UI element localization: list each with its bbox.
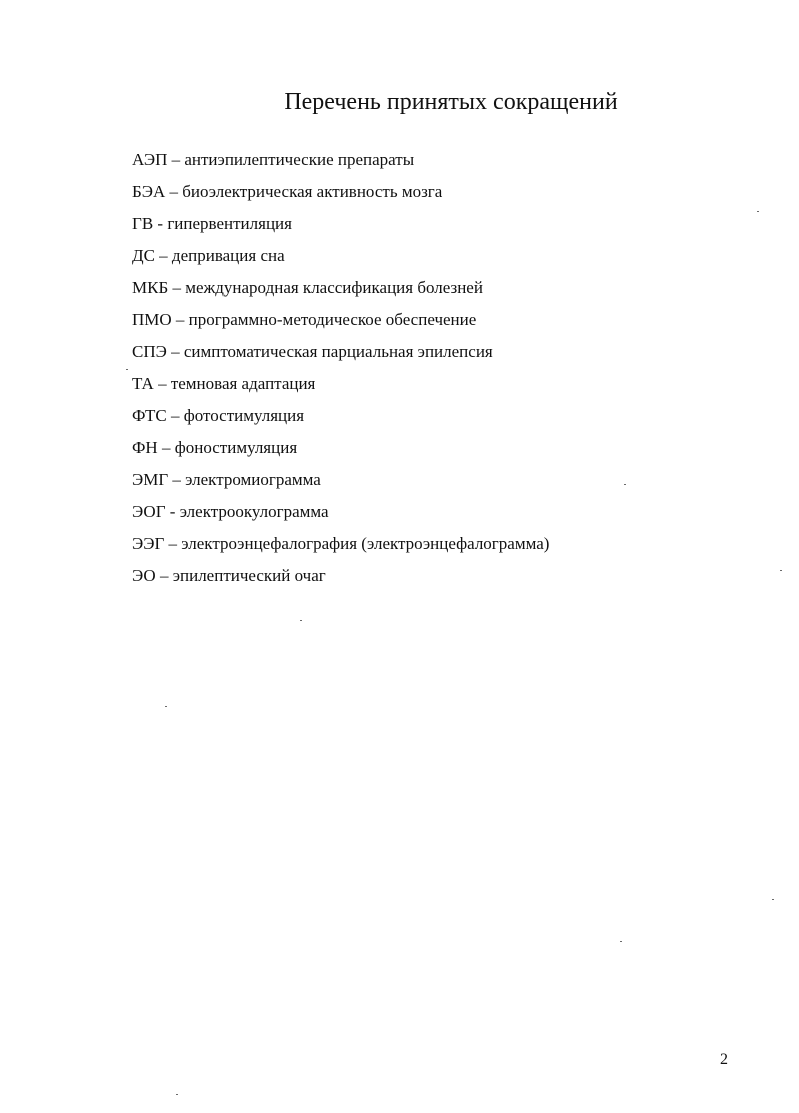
scan-speck — [624, 484, 626, 485]
abbreviation-item: МКБ – международная классификация болезней — [132, 278, 483, 297]
scan-speck — [165, 706, 167, 707]
abbreviation-item: СПЭ – симптоматическая парциальная эпилепсия — [132, 342, 493, 361]
scan-speck — [757, 211, 759, 212]
abbreviation-list — [132, 146, 549, 594]
abbreviation-item: БЭА – биоэлектрическая активность мозга — [132, 182, 443, 201]
scan-speck — [126, 369, 128, 370]
abbreviation-item: ДС – депривация сна — [132, 246, 285, 265]
abbreviation-item: ФТС – фотостимуляция — [132, 406, 305, 425]
abbreviation-item: ЭЭГ – электроэнцефалография (электроэнцефалограмма) — [132, 534, 550, 553]
abbreviation-item: ЭМГ – электромиограмма — [132, 470, 321, 489]
abbreviation-item: ТА – темновая адаптация — [132, 374, 316, 393]
abbreviation-item: ФН – фоностимуляция — [132, 438, 298, 457]
page-number: 2 — [720, 1051, 728, 1068]
abbreviation-item: ЭОГ - электроокулограмма — [132, 502, 329, 521]
scan-speck — [620, 941, 622, 942]
abbreviation-item: АЭП – антиэпилептические препараты — [132, 150, 415, 169]
page-title: Перечень принятых сокращений — [284, 89, 618, 115]
abbreviation-item: ГВ - гипервентиляция — [132, 214, 292, 233]
abbreviation-item: ЭО – эпилептический очаг — [132, 566, 326, 585]
scan-speck — [772, 899, 774, 900]
scan-speck — [780, 570, 782, 571]
abbreviation-item: ПМО – программно-методическое обеспечение — [132, 310, 477, 329]
scan-speck — [176, 1094, 178, 1095]
scan-speck — [300, 620, 302, 621]
